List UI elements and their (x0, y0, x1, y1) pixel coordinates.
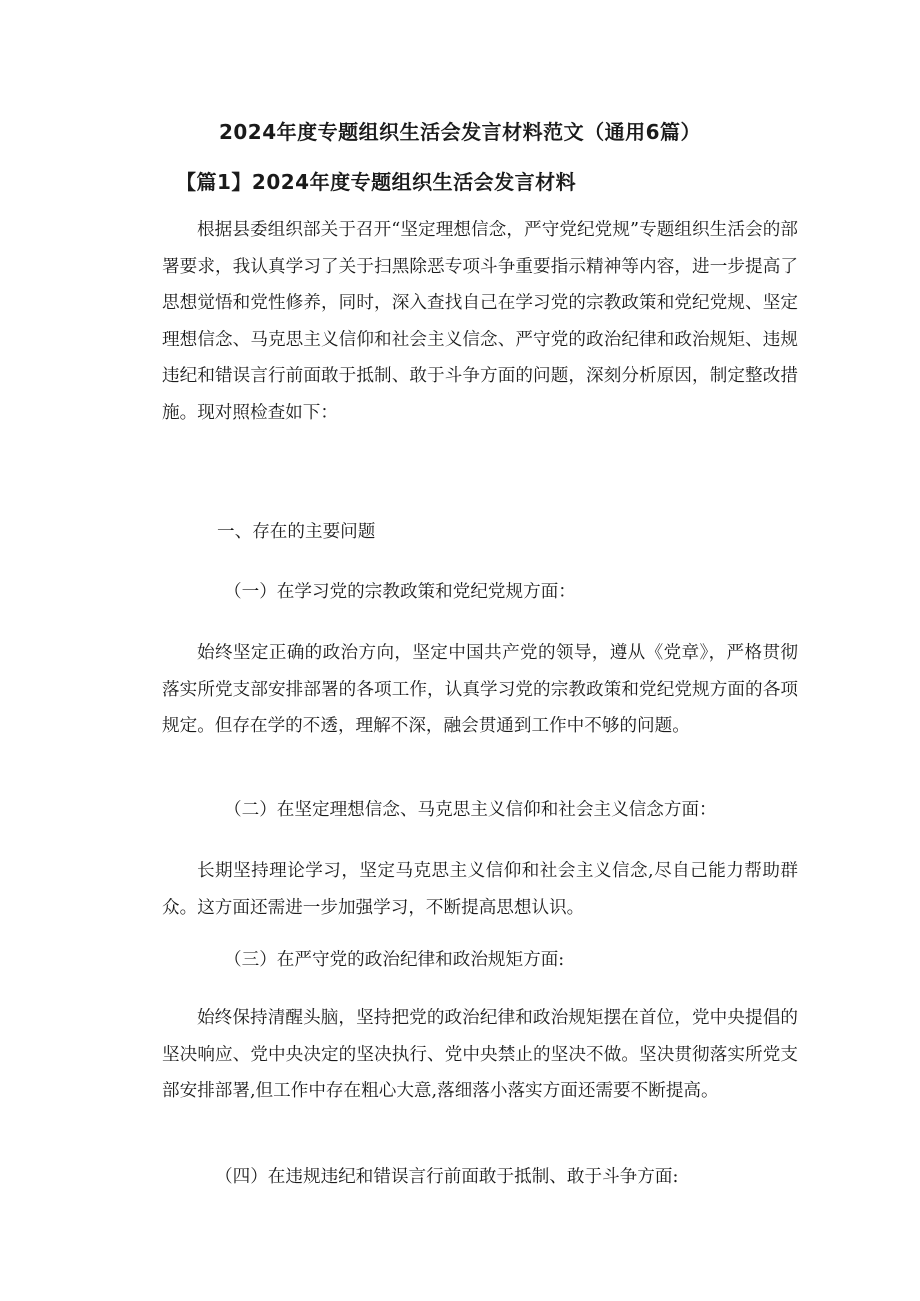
paragraph-1: 始终坚定正确的政治方向，坚定中国共产党的领导，遵从《党章》，严格贯彻落实所党支部安排部署的各项工作，认真学习党的宗教政策和党纪党规方面的各项规定。但存在学的不透，理解不深，融会贯通到工作中不够的问题。 (162, 643, 798, 736)
section-title: 【篇1】2024年度专题组织生活会发言材料 (176, 170, 577, 194)
document-title: 2024年度专题组织生活会发言材料范文（通用6篇） (218, 120, 702, 144)
paragraph-2: 长期坚持理论学习，坚定马克思主义信仰和社会主义信念,尽自己能力帮助群众。这方面还需进一步加强学习，不断提高思想认识。 (162, 861, 798, 918)
subheading-3: （三）在严守党的政治纪律和政治规矩方面: (224, 950, 565, 970)
subheading-4: （四）在违规违纪和错误言行前面敢于抵制、敢于斗争方面: (215, 1167, 679, 1187)
subheading-1: （一）在学习党的宗教政策和党纪党规方面： (224, 582, 576, 602)
heading-main-problems: 一、存在的主要问题 (217, 522, 376, 542)
paragraph-3: 始终保持清醒头脑，坚持把党的政治纪律和政治规矩摆在首位，党中央提倡的坚决响应、党中央决定的坚决执行、党中央禁止的坚决不做。坚决贯彻落实所党支部安排部署,但工作中存在粗心大意,落细落小落实方面还需要不断提高。 (162, 1008, 798, 1101)
subheading-2: （二）在坚定理想信念、马克思主义信仰和社会主义信念方面： (224, 800, 717, 820)
intro-paragraph: 根据县委组织部关于召开“坚定理想信念，严守党纪党规”专题组织生活会的部署要求，我认真学习了关于扫黑除恶专项斗争重要指示精神等内容，进一步提高了思想觉悟和党性修养，同时，深入查找自己在学习党的宗教政策和党纪党规、坚定理想信念、马克思主义信仰和社会主义信念、严守党的政治纪律和政治规矩、违规违纪和错误言行前面敢于抵制、敢于斗争方面的问题，深刻分析原因，制定整改措施。现对照检查如下： (162, 220, 798, 423)
